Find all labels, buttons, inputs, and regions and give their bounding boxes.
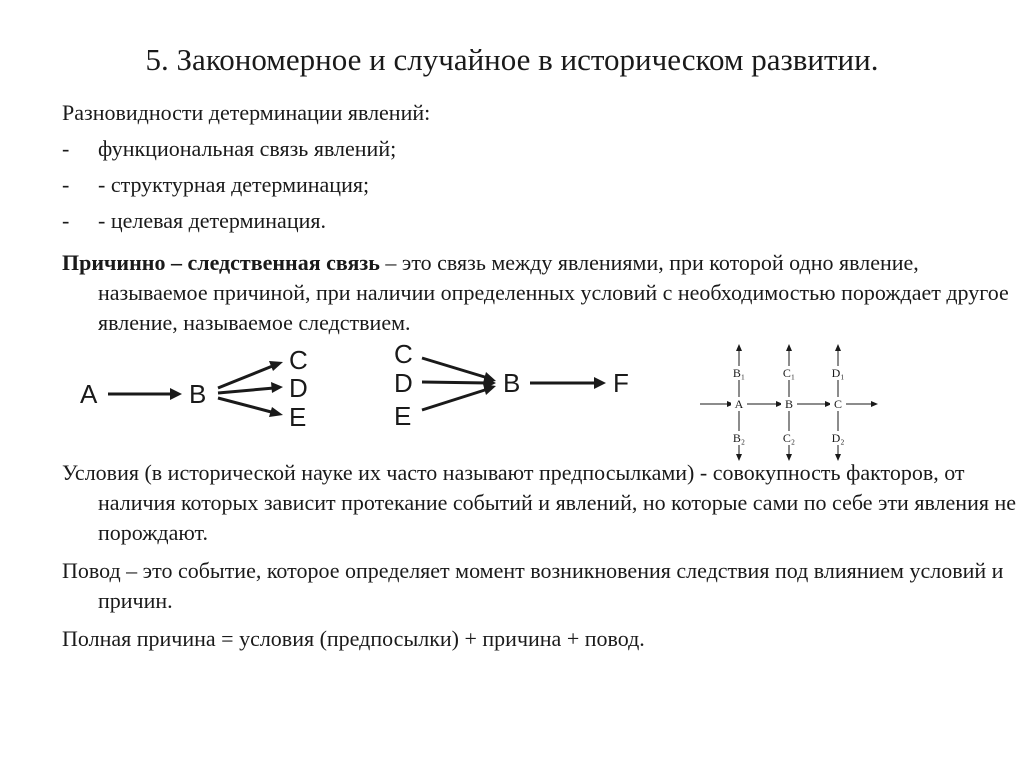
- arrowhead-icon: [170, 388, 182, 400]
- intro-line: Разновидности детерминации явлений:: [62, 100, 431, 125]
- arrowhead-icon: [271, 382, 283, 393]
- list-marker: -: [62, 136, 70, 161]
- arrow-b-e: [218, 398, 275, 413]
- list-item-text: - структурная детерминация;: [98, 172, 370, 197]
- node-b-label: B: [189, 379, 207, 409]
- node-d-label: D: [394, 368, 413, 398]
- slide-title: 5. Закономерное и случайное в историческом развитии.: [145, 42, 879, 77]
- arrowhead-icon: [269, 361, 283, 371]
- arrowhead-icon: [594, 377, 606, 389]
- node-c-label: C: [289, 345, 308, 375]
- node-f-label: F: [613, 368, 629, 398]
- list-marker: -: [62, 172, 70, 197]
- divergent-diagram: [70, 342, 410, 442]
- node-b-label: B: [503, 368, 521, 398]
- node-c-label: C: [394, 339, 413, 369]
- causal-definition: [62, 248, 1018, 338]
- node-a-label: A: [734, 397, 744, 411]
- list-item-target: [62, 206, 1018, 236]
- node-e-label: E: [394, 401, 412, 431]
- convergent-diagram: [390, 338, 670, 438]
- conditions-paragraph: Условия (в исторической науке их часто называют предпосылками) - совокупность факторов, от наличия которых зависит протекание событий и явлений, но которые сами по себе эти явления не порождают.: [62, 460, 1016, 545]
- arrow-b-d: [218, 388, 274, 393]
- node-d1-label: D₁: [831, 366, 845, 380]
- node-b2-label: B₂: [732, 431, 746, 445]
- arrowhead-icon: [786, 344, 792, 351]
- list-item-functional: [62, 134, 1018, 164]
- arrowhead-icon: [835, 344, 841, 351]
- node-d-label: D: [289, 373, 308, 403]
- list-item-text: функциональная связь явлений;: [98, 136, 397, 161]
- arrowhead-icon: [871, 401, 878, 407]
- node-a-label: A: [80, 379, 98, 409]
- causal-term: Причинно – следственная связь: [62, 250, 380, 275]
- node-c-label: C: [833, 397, 843, 411]
- arrow-c-b: [422, 358, 488, 378]
- causal-definition-text: – это связь между явлениями, при которой одно явление, называемое причиной, при наличии определенных условий с необходимостью порождает другое явление, называемое следствием.: [98, 250, 1009, 335]
- arrow-b-c: [218, 365, 275, 388]
- arrowhead-icon: [736, 344, 742, 351]
- node-c1-label: C₁: [782, 366, 796, 380]
- list-marker: -: [62, 208, 70, 233]
- node-e-label: E: [289, 402, 307, 432]
- node-c2-label: C₂: [782, 431, 796, 445]
- arrowhead-icon: [483, 384, 496, 395]
- arrowhead-icon: [269, 407, 283, 417]
- node-b-label: B: [784, 397, 794, 411]
- full-cause-paragraph: Полная причина = условия (предпосылки) + причина + повод.: [62, 626, 645, 651]
- node-b1-label: B₁: [732, 366, 746, 380]
- arrow-e-b: [422, 389, 488, 410]
- node-d2-label: D₂: [831, 431, 845, 445]
- list-item-text: - целевая детерминация.: [98, 208, 326, 233]
- network-diagram: [694, 342, 894, 462]
- list-item-structural: [62, 170, 1018, 200]
- occasion-paragraph: Повод – это событие, которое определяет момент возникновения следствия под влиянием условий и причин.: [62, 558, 1004, 613]
- arrow-d-b: [422, 382, 488, 383]
